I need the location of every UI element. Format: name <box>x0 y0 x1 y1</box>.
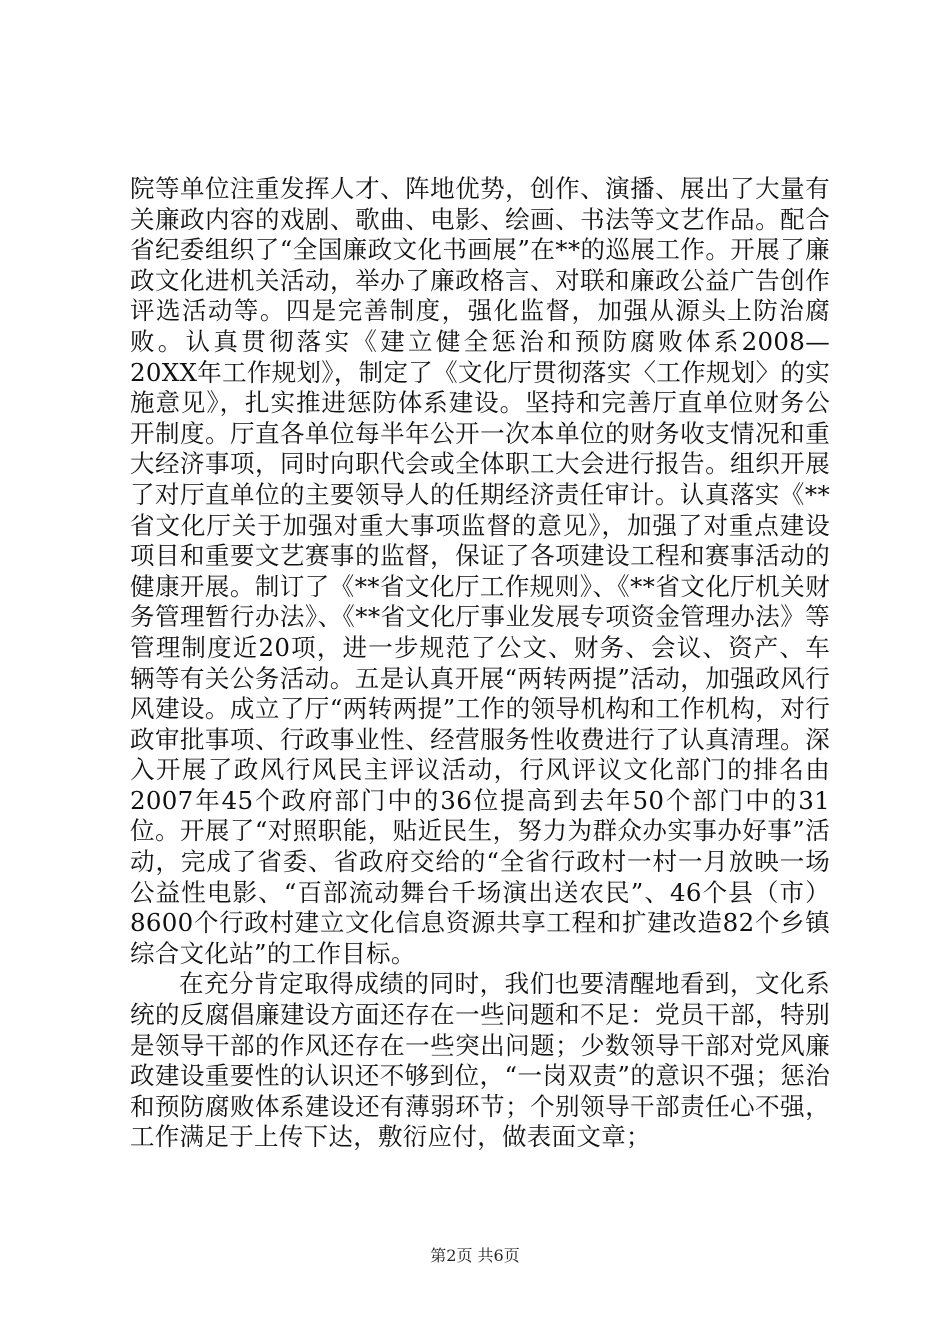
paragraph-2: 在充分肯定取得成绩的同时，我们也要清醒地看到，文化系统的反腐倡廉建设方面还存在一些问题和不足：党员干部，特别是领导干部的作风还存在一些突出问题；少数领导干部对党风廉政建设重要性的认识还不够到位，“一岗双责”的意识不强；惩治和预防腐败体系建设还有薄弱环节；个别领导干部责任心不强，工作满足于上传下达，敷衍应付，做表面文章； <box>130 969 830 1152</box>
paragraph-1: 院等单位注重发挥人才、阵地优势，创作、演播、展出了大量有关廉政内容的戏剧、歌曲、电影、绘画、书法等文艺作品。配合省纪委组织了“全国廉政文化书画展”在**的巡展工作。开展了廉政文化进机关活动，举办了廉政格言、对联和廉政公益广告创作评选活动等。四是完善制度，强化监督，加强从源头上防治腐败。认真贯彻落实《建立健全惩治和预防腐败体系2008—20XX年工作规划》，制定了《文化厅贯彻落实〈工作规划〉的实施意见》，扎实推进惩防体系建设。坚持和完善厅直单位财务公开制度。厅直各单位每半年公开一次本单位的财务收支情况和重大经济事项，同时向职代会或全体职工大会进行报告。组织开展了对厅直单位的主要领导人的任期经济责任审计。认真落实《**省文化厅关于加强对重大事项监督的意见》，加强了对重点建设项目和重要文艺赛事的监督，保证了各项建设工程和赛事活动的健康开展。制订了《**省文化厅工作规则》、《**省文化厅机关财务管理暂行办法》、《**省文化厅事业发展专项资金管理办法》等管理制度近20项，进一步规范了公文、财务、会议、资产、车辆等有关公务活动。五是认真开展“两转两提”活动，加强政风行风建设。成立了厅“两转两提”工作的领导机构和工作机构，对行政审批事项、行政事业性、经营服务性收费进行了认真清理。深入开展了政风行风民主评议活动，行风评议文化部门的排名由2007年45个政府部门中的36位提高到去年50个部门中的31位。开展了“对照职能，贴近民生，努力为群众办实事办好事”活动，完成了省委、省政府交给的“全省行政村一村一月放映一场公益性电影、“百部流动舞台千场演出送农民”、46个县（市）8600个行政村建立文化信息资源共享工程和扩建改造82个乡镇综合文化站”的工作目标。 <box>130 174 830 968</box>
page-number-label: 第2页 共6页 <box>430 1246 520 1265</box>
document-body <box>130 174 830 1153</box>
page-footer <box>0 1246 950 1266</box>
